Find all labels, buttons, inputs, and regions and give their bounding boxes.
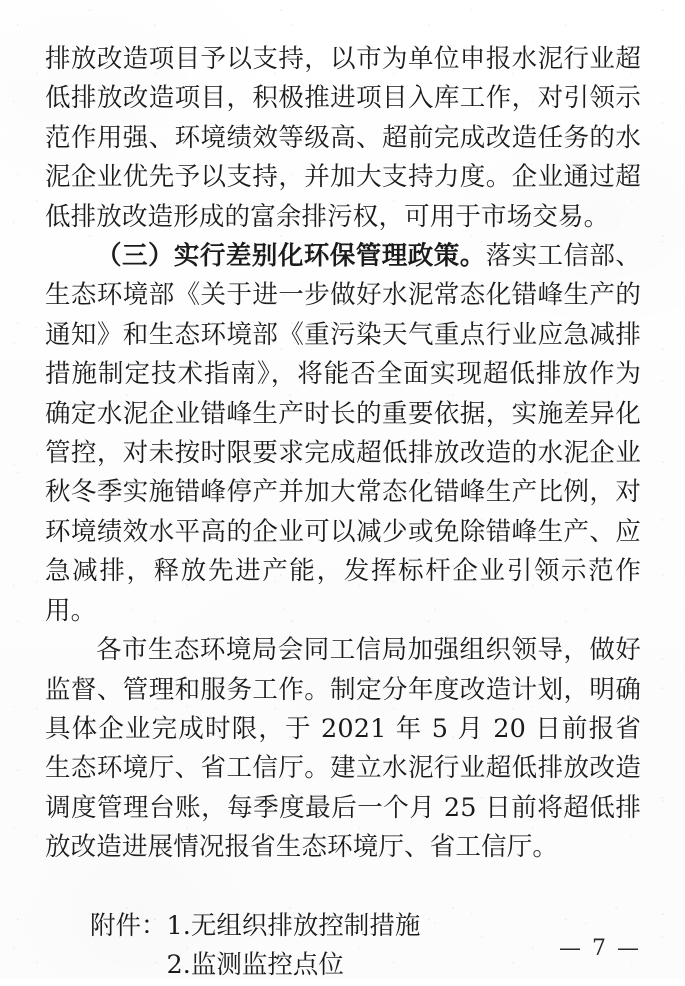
attachment-2-number: 2. [166, 950, 191, 981]
attachment-1-title: 无组织排放控制措施 [190, 910, 421, 941]
attachment-1-number: 1. [166, 910, 191, 941]
document-body [45, 40, 641, 986]
body-paragraph-2 [45, 237, 641, 631]
attachment-2-title: 监测监控点位 [190, 950, 344, 981]
attachments-label: 附件： [90, 910, 167, 941]
body-paragraph-1: 排放改造项目予以支持，以市为单位申报水泥行业超低排放改造项目，积极推进项目入库工作，对引领示范作用强、环境绩效等级高、超前完成改造任务的水泥企业优先予以支持，并加大支持力度。企业通过超低排放改造形成的富余排污权，可用于市场交易。 [45, 44, 641, 232]
page-number: — 7 — [559, 936, 641, 961]
section-heading-run: （三）实行差别化环保管理政策。 [96, 241, 486, 272]
page-footer [0, 936, 685, 961]
body-paragraph-3: 各市生态环境局会同工信局加强组织领导，做好监督、管理和服务工作。制定分年度改造计划，明确具体企业完成时限，于 2021 年 5 月 20 日前报省生态环境厅、省工信厅。建立水泥行业超低排放改造调度管理台账，每季度最后一个月 25 日前将超低排放改造进展情况报省生态环境厅、省工信厅。 [45, 635, 641, 863]
body-paragraph-2-text: 落实工信部、生态环境部《关于进一步做好水泥常态化错峰生产的通知》和生态环境部《重污染天气重点行业应急减排措施制定技术指南》，将能否全面实现超低排放作为确定水泥企业错峰生产时长的重要依据，实施差异化管控，对未按时限要求完成超低排放改造的水泥企业秋冬季实施错峰停产并加大常态化错峰生产比例，对环境绩效水平高的企业可以减少或免除错峰生产、应急减排，释放先进产能，发挥标杆企业引领示范作用。 [45, 241, 641, 626]
paragraph-spacer [45, 868, 641, 907]
